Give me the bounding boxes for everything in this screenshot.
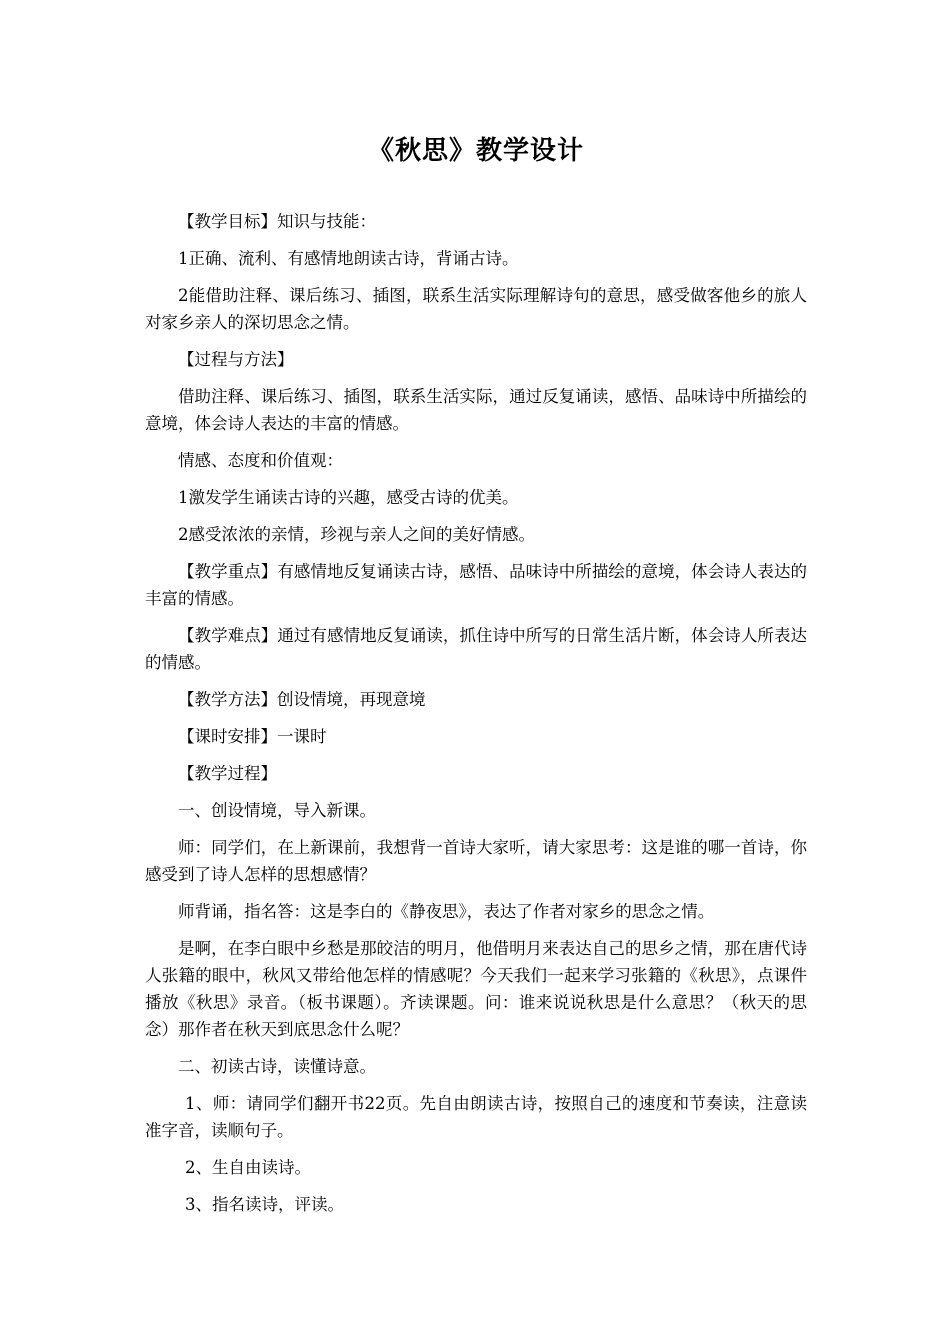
paragraph-step-2-item-1: 1、师：请同学们翻开书22页。先自由朗读古诗，按照自己的速度和节奏读，注意读准字音，读顺句子。 — [145, 1094, 807, 1140]
paragraph-schedule: 【课时安排】一课时 — [178, 727, 327, 746]
paragraph-objective-2: 2能借助注释、课后练习、插图，联系生活实际理解诗句的意思，感受做客他乡的旅人对家乡亲人的深切思念之情。 — [145, 286, 807, 332]
paragraph-step-2-heading: 二、初读古诗，读懂诗意。 — [178, 1057, 376, 1076]
paragraph-objectives-heading: 【教学目标】知识与技能： — [178, 212, 376, 231]
paragraph-procedure-heading: 【教学过程】 — [178, 764, 277, 783]
paragraph-key-point: 【教学重点】有感情地反复诵读古诗，感悟、品味诗中所描绘的意境，体会诗人表达的丰富的情感。 — [145, 562, 807, 608]
document-page — [145, 128, 807, 1228]
paragraph-objective-1: 1正确、流利、有感情地朗读古诗，背诵古诗。 — [178, 249, 519, 268]
paragraph-attitude-1: 1激发学生诵读古诗的兴趣，感受古诗的优美。 — [178, 488, 519, 507]
paragraph-step-2-item-3: 3、指名读诗，评读。 — [185, 1195, 344, 1214]
document-title: 《秋思》教学设计 — [367, 136, 584, 166]
paragraph-step-1-heading: 一、创设情境，导入新课。 — [178, 801, 376, 820]
paragraph-step-1-recite: 师背诵，指名答：这是李白的《静夜思》，表达了作者对家乡的思念之情。 — [178, 902, 715, 921]
paragraph-difficulty: 【教学难点】通过有感情地反复诵读，抓住诗中所写的日常生活片断，体会诗人所表达的情感。 — [145, 626, 807, 672]
paragraph-step-1-intro: 是啊，在李白眼中乡愁是那皎洁的明月，他借明月来表达自己的思乡之情，那在唐代诗人张籍的眼中，秋风又带给他怎样的情感呢？今天我们一起来学习张籍的《秋思》，点课件播放《秋思》录音。（板书课题）。齐读课题。问：谁来说说秋思是什么意思？（秋天的思念）那作者在秋天到底思念什么呢？ — [145, 939, 807, 1039]
paragraph-attitude-2: 2感受浓浓的亲情，珍视与亲人之间的美好情感。 — [178, 525, 535, 544]
paragraph-attitude-heading: 情感、态度和价值观： — [178, 451, 343, 470]
paragraph-step-2-item-2: 2、生自由读诗。 — [185, 1158, 311, 1177]
paragraph-method: 【教学方法】创设情境，再现意境 — [178, 690, 426, 709]
paragraph-process-heading: 【过程与方法】 — [178, 350, 294, 369]
paragraph-process-body: 借助注释、课后练习、插图，联系生活实际，通过反复诵读，感悟、品味诗中所描绘的意境，体会诗人表达的丰富的情感。 — [145, 387, 807, 433]
paragraph-step-1-teacher: 师：同学们，在上新课前，我想背一首诗大家听，请大家思考：这是谁的哪一首诗，你感受到了诗人怎样的思想感情？ — [145, 838, 807, 884]
